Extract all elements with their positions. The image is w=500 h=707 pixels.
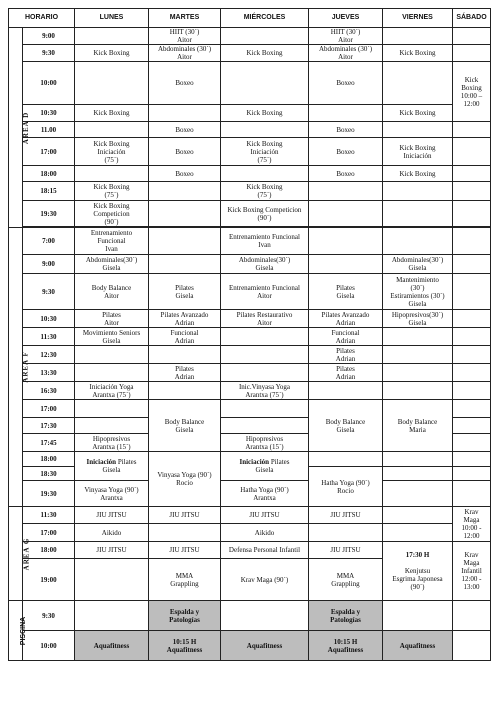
class-cell: Aquafitness [221,631,309,661]
time-cell: 10:00 [23,631,75,661]
time-cell: 18:15 [23,182,75,201]
class-cell: Pilates Adrian [309,346,383,364]
area-d-label: AREA D [9,28,23,228]
class-cell: Abdominales(30´) Gisela [75,255,149,274]
time-cell: 17:00 [23,524,75,542]
class-cell: Espalda y Patologías [149,601,221,631]
class-cell: Kick Boxing [221,105,309,122]
class-cell: Boxeo [309,166,383,182]
class-cell: JIU JITSU [309,507,383,524]
class-cell: Mantenimiento (30´) Estiramientos (30´) Gisela [383,274,453,310]
class-cell: Defensa Personal Infantil [221,542,309,559]
time-cell: 7:00 [23,228,75,255]
class-cell: MMA Grappling [149,559,221,601]
class-cell: Pilates Adrian [149,364,221,382]
class-cell: Boxeo [149,138,221,166]
class-cell: Iniciación Pilates Gisela [75,452,149,481]
class-cell: MMA Grappling [309,559,383,601]
class-cell: Pilates Avanzado Adrian [149,310,221,328]
class-cell: Abdominales(30´) Gisela [383,255,453,274]
class-cell: Pilates Restaurativo Aitor [221,310,309,328]
class-cell: Iniciación Pilates Gisela [221,452,309,481]
class-cell: JIU JITSU [149,542,221,559]
class-cell: Hipopresivos Arantxa (15´) [221,434,309,452]
class-cell: Boxeo [309,138,383,166]
area-g-label: AREA G [9,507,23,601]
class-cell: Pilates Gisela [309,274,383,310]
time-cell: 19:00 [23,559,75,601]
time-cell: 9:30 [23,274,75,310]
header-jueves: JUEVES [309,9,383,28]
class-cell: Funcional Adrian [149,328,221,346]
class-cell: Entrenamiento Funcional Aitor [221,274,309,310]
class-cell: Kick Boxing Competicion (90´) [221,201,309,227]
class-cell: Krav Maga 10:00 - 12:00 [453,507,491,542]
time-cell: 18:30 [23,467,75,481]
class-cell: Boxeo [149,62,221,105]
class-cell: Boxeo [149,122,221,138]
class-cell: Funcional Adrian [309,328,383,346]
class-cell: Kick Boxing Iniciación [383,138,453,166]
header-martes: MARTES [149,9,221,28]
class-cell: Boxeo [309,62,383,105]
class-cell: Vinyasa Yoga (90´) Arantxa [75,481,149,507]
class-cell: Abdominales(30´) Gisela [221,255,309,274]
class-cell: Hipopresivos Arantxa (15´) [75,434,149,452]
class-cell: Krav Maga (90´) [221,559,309,601]
header-viernes: VIERNES [383,9,453,28]
time-cell: 17:30 [23,418,75,434]
time-cell: 9:30 [23,45,75,62]
time-cell: 11:30 [23,507,75,524]
time-cell: 18:00 [23,542,75,559]
time-cell: 18:00 [23,166,75,182]
class-cell: Body Balance Maria [383,400,453,452]
class-cell: Boxeo [149,166,221,182]
class-cell: Kick Boxing [383,166,453,182]
class-cell: Kick Boxing Iniciación (75´) [75,138,149,166]
time-cell: 17:00 [23,138,75,166]
time-cell: 19:30 [23,201,75,227]
time-cell: 10:30 [23,310,75,328]
class-cell: 17:30 H Kenjutsu Esgrima Japonesa (90´) [383,542,453,601]
class-cell: Pilates Adrian [309,364,383,382]
class-cell: Aikido [221,524,309,542]
time-cell: 10:00 [23,62,75,105]
class-cell: Kick Boxing Competicion (90´) [75,201,149,227]
time-cell: 18:00 [23,452,75,467]
header-miercoles: MIÉRCOLES [221,9,309,28]
time-cell: 12:30 [23,346,75,364]
header-row [9,9,491,28]
class-cell: Body Balance Gisela [309,400,383,452]
time-cell: 10:30 [23,105,75,122]
time-cell: 13:30 [23,364,75,382]
class-cell: Abdominales (30´) Aitor [149,45,221,62]
class-cell: Entrenamiento Funcional Ivan [221,228,309,255]
class-cell: 10:15 H Aquafitness [309,631,383,661]
piscina-label: PISCINA [9,601,23,661]
class-cell: HIIT (30´) Aitor [309,28,383,45]
class-cell: Kick Boxing [383,105,453,122]
header-lunes: LUNES [75,9,149,28]
class-cell: Body Balance Aitor [75,274,149,310]
time-cell: 17:45 [23,434,75,452]
class-cell: Iniciación Yoga Arantxa (75´) [75,382,149,400]
class-cell: Vinyasa Yoga (90´) Rocio [149,452,221,507]
class-cell: Espalda y Patologías [309,601,383,631]
class-cell: Abdominales (30´) Aitor [309,45,383,62]
header-sabado: SÁBADO [453,9,491,28]
time-cell: 17:00 [23,400,75,418]
class-cell: 10:15 H Aquafitness [149,631,221,661]
class-cell: Aquafitness [75,631,149,661]
time-cell: 9:00 [23,28,75,45]
class-cell: Hatha Yoga (90´) Rocio [309,467,383,507]
class-cell: Kick Boxing [383,45,453,62]
header-horario: HORARIO [9,9,75,28]
class-cell: Pilates Avanzado Adrian [309,310,383,328]
class-cell: JIU JITSU [75,507,149,524]
time-cell: 11:30 [23,328,75,346]
class-cell: Pilates Aitor [75,310,149,328]
class-cell: Hatha Yoga (90´) Arantxa [221,481,309,507]
class-cell: HIIT (30´) Aitor [149,28,221,45]
class-cell: Krav Maga Infantil 12:00 - 13:00 [453,542,491,601]
class-cell: Kick Boxing 10:00 – 12:00 [453,62,491,122]
class-cell: Kick Boxing (75´) [75,182,149,201]
schedule-table [8,8,491,661]
class-cell: Inic.Vinyasa Yoga Arantxa (75´) [221,382,309,400]
class-cell: Aikido [75,524,149,542]
time-cell: 16:30 [23,382,75,400]
class-cell: Aquafitness [383,631,453,661]
class-cell: Kick Boxing [75,105,149,122]
class-cell: Hipopresivos(30´) Gisela [383,310,453,328]
class-cell: Body Balance Gisela [149,400,221,452]
class-cell: JIU JITSU [75,542,149,559]
class-cell: Kick Boxing Iniciación (75´) [221,138,309,166]
time-cell: 11.00 [23,122,75,138]
class-cell: Movimiento Seniors Gisela [75,328,149,346]
class-cell: Kick Boxing [75,45,149,62]
class-cell: Kick Boxing (75´) [221,182,309,201]
area-f-label: AREA F [9,228,23,507]
class-cell: Boxeo [309,122,383,138]
class-cell: Pilates Gisela [149,274,221,310]
class-cell: Kick Boxing [221,45,309,62]
class-cell: Entrenamiento Funcional Ivan [75,228,149,255]
time-cell: 9:30 [23,601,75,631]
time-cell: 19:30 [23,481,75,507]
class-cell: JIU JITSU [149,507,221,524]
class-cell: JIU JITSU [309,542,383,559]
class-cell: JIU JITSU [221,507,309,524]
time-cell: 9:00 [23,255,75,274]
